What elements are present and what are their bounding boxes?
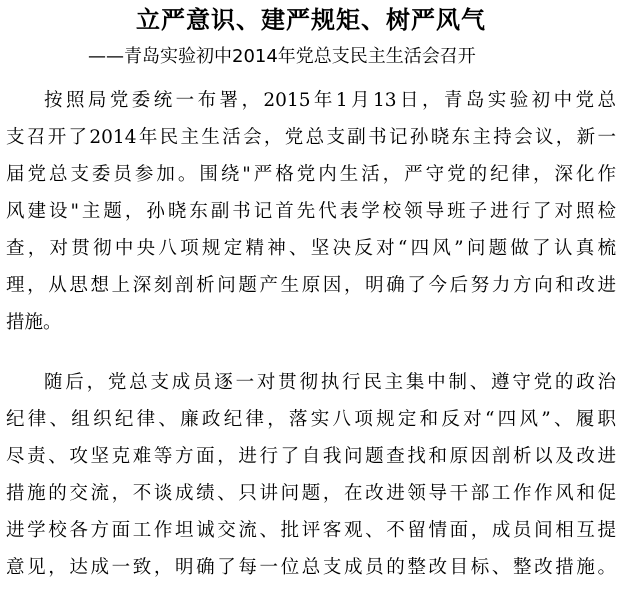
paragraph-line: 措施。 [6,312,62,333]
document-subtitle: ——青岛实验初中2014年党总支民主生活会召开 [88,46,476,67]
paragraph-line: 措施的交流，不谈成绩、只讲问题，在改进领导干部工作作风和促 [6,483,616,504]
document-title: 立严意识、建严规矩、树严风气 [136,6,486,34]
paragraph-line: 随后，党总支成员逐一对贯彻执行民主集中制、遵守党的政治 [44,372,616,393]
paragraph-line: 查，对贯彻中央八项规定精神、坚决反对“四风”问题做了认真梳 [6,238,616,259]
paragraph-line: 意见，达成一致，明确了每一位总支成员的整改目标、整改措施。 [6,557,616,578]
paragraph-line: 进学校各方面工作坦诚交流、批评客观、不留情面，成员间相互提 [6,520,616,541]
paragraph-line: 风建设"主题，孙晓东副书记首先代表学校领导班子进行了对照检 [6,201,616,222]
paragraph-line: 按照局党委统一布署，2015年1月13日，青岛实验初中党总 [44,90,616,111]
paragraph-line: 纪律、组织纪律、廉政纪律，落实八项规定和反对“四风”、履职 [6,409,616,430]
paragraph-line: 支召开了2014年民主生活会，党总支副书记孙晓东主持会议，新一 [6,127,616,148]
paragraph-line: 理，从思想上深刻剖析问题产生原因，明确了今后努力方向和改进 [6,275,616,296]
paragraph-line: 尽责、攻坚克难等方面，进行了自我问题查找和原因剖析以及改进 [6,446,616,467]
paragraph-line: 届党总支委员参加。围绕"严格党内生活，严守党的纪律，深化作 [6,164,616,185]
